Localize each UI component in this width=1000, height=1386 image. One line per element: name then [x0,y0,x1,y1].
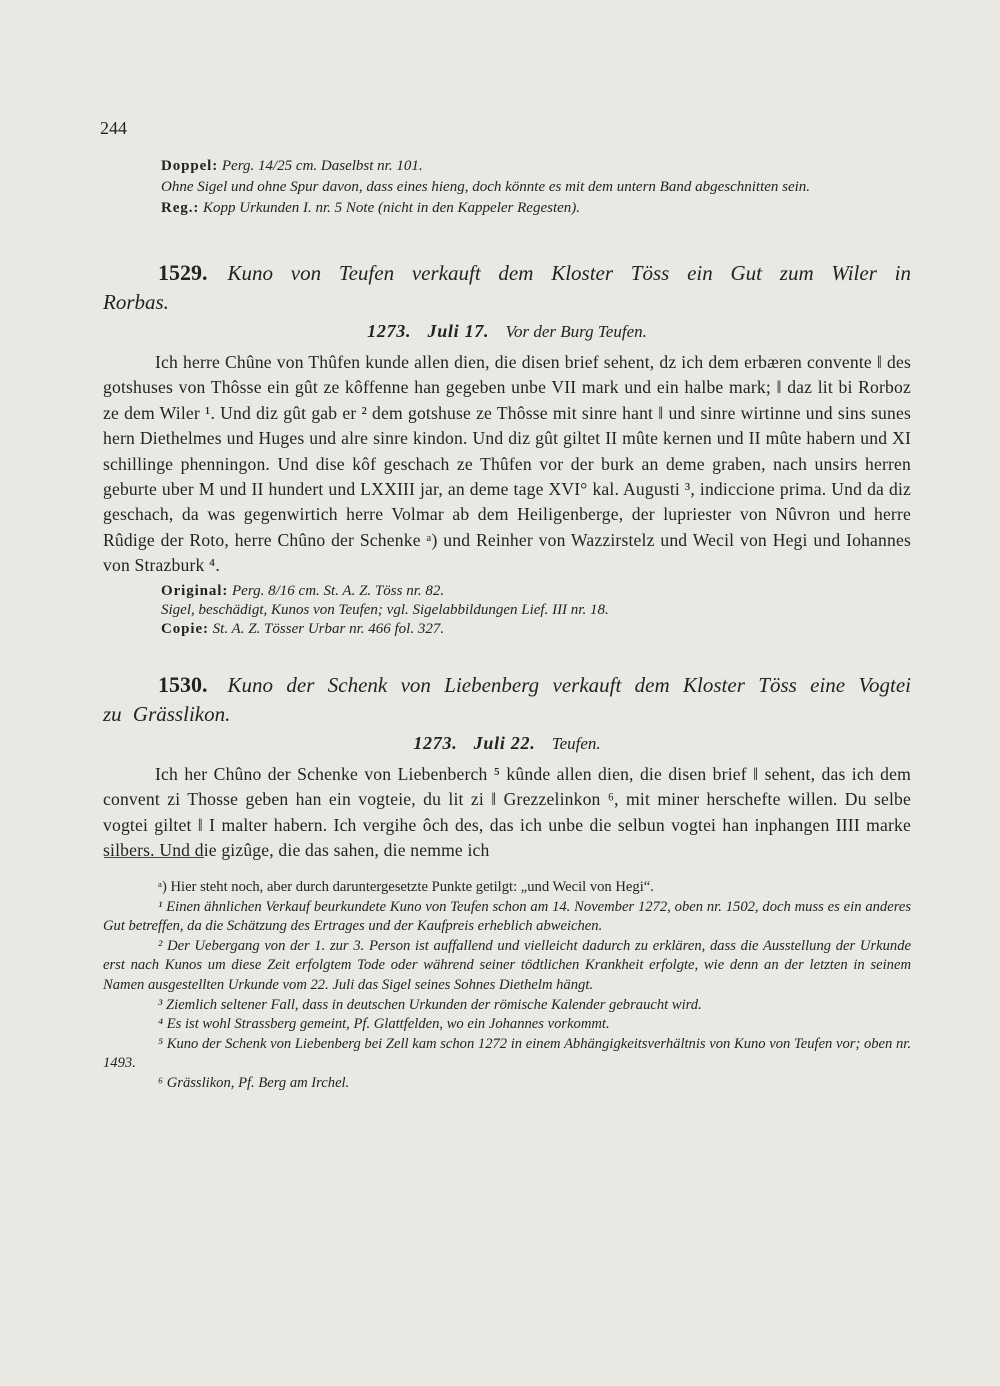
entry-1529-day: Juli 17. [427,321,490,341]
footnote-separator [104,857,204,858]
entry-1530 [103,670,911,864]
entry-1529-year: 1273. [367,321,412,341]
footnote-5: ⁵ Kuno der Schenk von Liebenberg bei Zell kam schon 1272 in einem Abhängigkeitsverhältnis von Kuno von Teufen vor; oben nr. 1493. [103,1035,911,1072]
entry-1530-heading [103,670,911,729]
entry-1530-place: Teufen. [551,734,601,753]
footnote-1: ¹ Einen ähnlichen Verkauf beurkundete Kuno von Teufen schon am 14. November 1272, oben nr. 1502, doch muss es ein anderes Gut betreffen, da die Schätzung des Ertrages und der Kaufpreis erheblich abweichen. [103,898,911,935]
original-label: Original: [161,582,229,599]
reg-text: Kopp Urkunden I. nr. 5 Note (nicht in den Kappeler Regesten). [203,200,581,216]
footnote-4: ⁴ Es ist wohl Strassberg gemeint, Pf. Glattfelden, wo ein Johannes vorkommt. [158,1016,610,1033]
doppel-note [103,156,911,219]
entry-1529-text: Ich herre Chûne von Thûfen kunde allen dien, die disen brief sehent, dz ich dem erbæren convente ‖ des gotshuses von Thôsse ein gût ze kôffenne han gegeben unbe VII mark und ein halbe mark; ‖ daz lit bi Rorboz ze dem Wiler ¹. Und diz gût gab er ² dem gotshuse ze Thôsse mit sinre hant ‖ und sinre wirtinne und sins sunes hern Diethelmes und Huges und alre sinre kindon. Und diz gût giltet II mûte kernen und II mûte habern und XI schillinge phenningon. Und dise kôf geschach ze Thûfen vor der burk an deme graben, nach unsirs herren geburte uber M und II hundert und LXXIII jar, an deme tage XVI° kal. Augusti ³, indiccione prima. Und da diz geschach, da was gegenwirtich herre Volmar ab dem Heiligenberge, der lupriester von Nûvron und herre Rûdige der Roto, herre Chûno der Schenke ᵃ) und Reinher von Wazzirstelz und Wecil von Hegi und Iohannes von Strazburk ⁴. [103,352,911,576]
entry-1529 [103,258,911,639]
entry-1530-date [103,733,911,754]
entry-1529-date [103,321,911,342]
copie-text: St. A. Z. Tösser Urbar nr. 466 fol. 327. [212,620,445,637]
entry-1529-body [103,350,911,579]
reg-label: Reg.: [161,200,200,216]
doppel-text: Perg. 14/25 cm. Daselbst nr. 101. [221,158,423,174]
page-number: 244 [100,118,127,138]
footnote-2: ² Der Uebergang von der 1. zur 3. Person ist auffallend und vielleicht dadurch zu erklären, dass die Ausstellung der Urkunde erst nach Kunos um diese Zeit erfolgtem Tode oder während seiner tödtlichen Krankheit erfolgte, wie denn an der letzten in seinem Namen ausgestellten Urkunde vom 22. Juli das Sigel seines Sohnes Diethelm hängt. [103,937,911,993]
footnotes [103,878,911,1094]
entry-1529-title: Kuno von Teufen verkauft dem Kloster Töss ein Gut zum Wiler in Rorbas. [103,261,911,314]
entry-1529-place: Vor der Burg Teufen. [505,322,647,341]
footnote-a: ᵃ) Hier steht noch, aber durch daruntergesetzte Punkte getilgt: „und Wecil von Hegi“. [158,879,654,895]
sigel-text: Sigel, beschädigt, Kunos von Teufen; vgl. Sigelabbildungen Lief. III nr. 18. [161,601,609,618]
entry-1530-text: Ich her Chûno der Schenke von Liebenberch ⁵ kûnde allen dien, die disen brief ‖ sehent, das ich dem convent zi Thosse geben han ein vogteie, du lit zi ‖ Grezzelinkon ⁶, mit miner herschefte willen. Du selbe vogtei giltet ‖ I malter habern. Ich vergihe ôch des, das ich unbe die selbun vogtei han inphangen IIII marke silbers. Und die gizûge, die das sahen, die nemme ich [103,764,911,861]
entry-1530-number: 1530. [158,672,208,697]
entry-1529-heading [103,258,911,317]
footnote-3: ³ Ziemlich seltener Fall, dass in deutschen Urkunden der römische Kalender gebraucht wird. [158,996,702,1013]
entry-1530-body [103,762,911,864]
original-text: Perg. 8/16 cm. St. A. Z. Töss nr. 82. [232,582,445,599]
footnote-6: ⁶ Grässlikon, Pf. Berg am Irchel. [158,1074,350,1091]
doppel-line2: Ohne Sigel und ohne Spur davon, dass eines hieng, doch könnte es mit dem untern Band abgeschnitten sein. [161,179,811,195]
entry-1529-number: 1529. [158,260,208,285]
entry-1530-year: 1273. [413,733,458,753]
entry-1530-day: Juli 22. [473,733,536,753]
entry-1530-title: Kuno der Schenk von Liebenberg verkauft dem Kloster Töss eine Vogtei zu Grässlikon. [103,673,911,726]
doppel-label: Doppel: [161,158,219,174]
entry-1529-sources [103,582,911,639]
copie-label: Copie: [161,620,209,637]
